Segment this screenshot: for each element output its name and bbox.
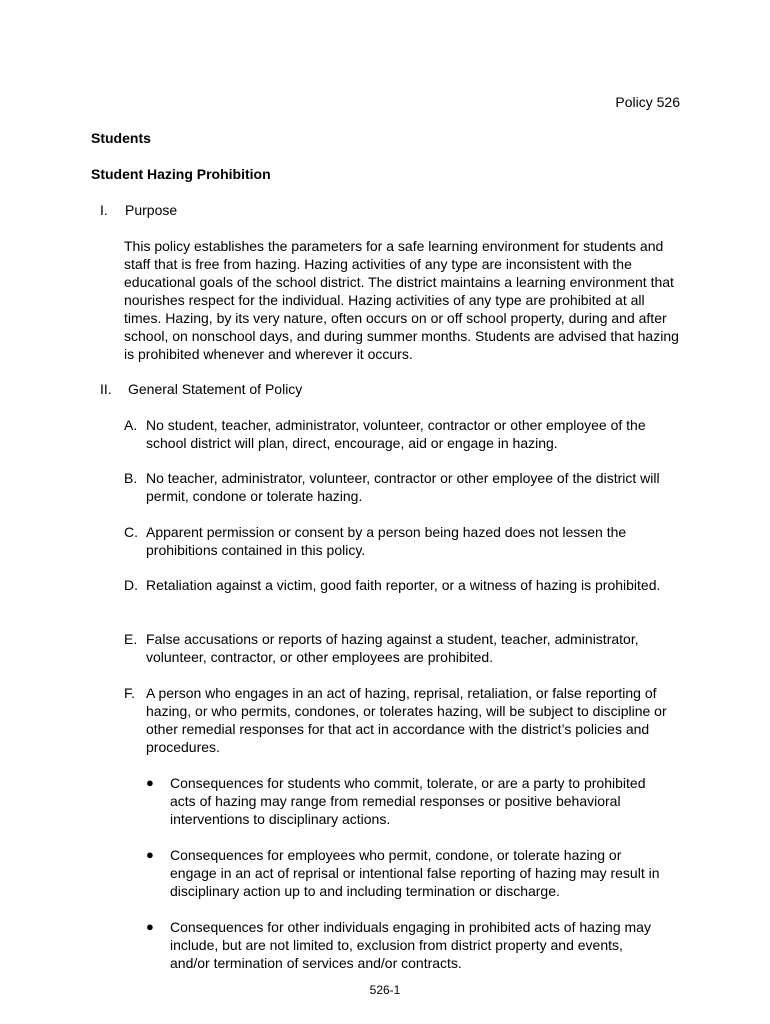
item-letter: A.: [124, 417, 138, 433]
item-text: Apparent permission or consent by a person being hazed does not lessen the prohibitions contained in this policy.: [146, 524, 627, 558]
item-letter: B.: [124, 470, 138, 486]
bullet-text: Consequences for students who commit, tolerate, or are a party to prohibited acts of hazing may range from remedial responses or positive behavioral interventions to disciplinary actions.: [170, 775, 646, 827]
policy-item-d: [124, 576, 684, 594]
item-text: False accusations or reports of hazing against a student, teacher, administrator, volunteer, contractor, or other employees are prohibited.: [146, 631, 639, 665]
policy-title: Student Hazing Prohibition: [91, 166, 271, 182]
section-1-title: Purpose: [125, 202, 178, 218]
policy-item-b: [124, 469, 684, 505]
consequence-bullet-others: [146, 918, 666, 972]
section-1-numeral: I.: [100, 202, 108, 218]
purpose-paragraph: This policy establishes the parameters for a safe learning environment for students and staff that is free from hazing. Hazing activities of any type are inconsistent with the educational goals of the school district. The district maintains a learning environment that nourishes respect for the individual. Hazing activities of any type are prohibited at all times. Hazing, by its very nature, often occurs on or off school property, during and after school, on nonschool days, and during summer months. Students are advised that hazing is prohibited whenever and wherever it occurs.: [124, 238, 679, 362]
item-letter: C.: [124, 524, 138, 540]
bullet-text: Consequences for employees who permit, condone, or tolerate hazing or engage in an act of reprisal or intentional false reporting of hazing may result in disciplinary action up to and including termination or discharge.: [170, 847, 660, 899]
item-text: Retaliation against a victim, good faith reporter, or a witness of hazing is prohibited.: [146, 577, 661, 593]
section-2-title: General Statement of Policy: [128, 381, 303, 397]
category-heading: Students: [91, 130, 151, 146]
policy-item-e: [124, 630, 684, 666]
section-1-heading: [100, 201, 177, 219]
consequence-bullet-students: [146, 774, 666, 828]
policy-item-c: [124, 523, 684, 559]
bullet-icon: ●: [146, 847, 154, 862]
item-letter: F.: [124, 685, 135, 701]
item-text: No teacher, administrator, volunteer, contractor or other employee of the district will permit, condone or tolerate hazing.: [146, 470, 660, 504]
section-2-numeral: II.: [100, 381, 112, 397]
item-letter: E.: [124, 631, 138, 647]
item-letter: D.: [124, 577, 138, 593]
bullet-icon: ●: [146, 919, 154, 934]
item-text: No student, teacher, administrator, volunteer, contractor or other employee of the school district will plan, direct, encourage, aid or engage in hazing.: [146, 417, 646, 451]
page-number: 526-1: [369, 983, 401, 997]
item-text: A person who engages in an act of hazing, reprisal, retaliation, or false reporting of hazing, or who permits, condones, or tolerates hazing, will be subject to discipline or other remedial responses for that act in accordance with the district’s policies and procedures.: [146, 685, 667, 755]
consequence-bullet-employees: [146, 846, 666, 900]
policy-item-f: [124, 684, 684, 756]
policy-number: Policy 526: [615, 94, 680, 110]
bullet-icon: ●: [146, 775, 154, 790]
section-2-heading: [100, 380, 302, 398]
policy-item-a: [124, 416, 684, 452]
bullet-text: Consequences for other individuals engaging in prohibited acts of hazing may include, but are not limited to, exclusion from district property and events, and/or termination of services and/or contracts.: [170, 919, 651, 971]
